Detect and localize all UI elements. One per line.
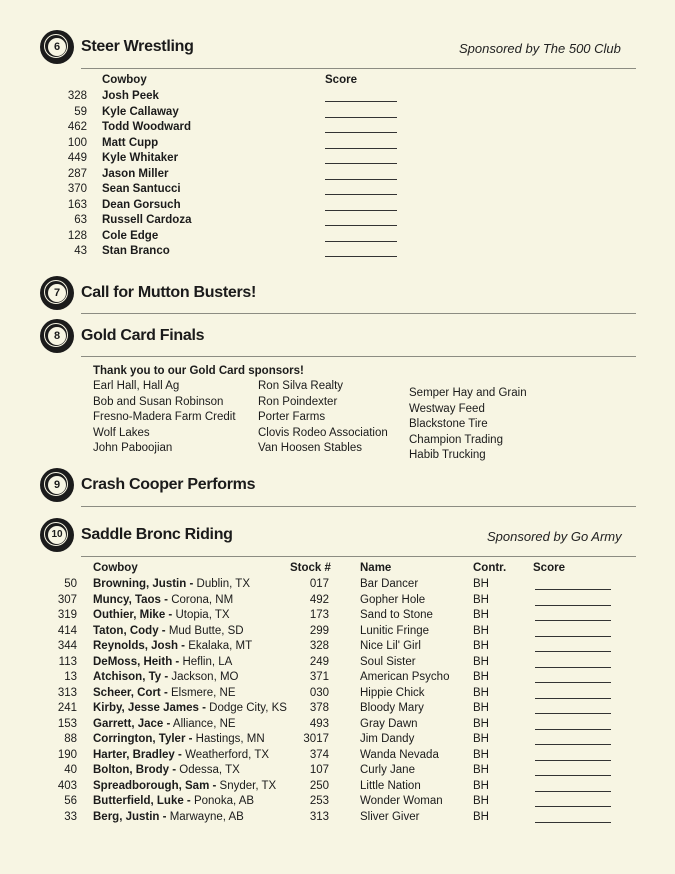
stock-number: 3017	[303, 733, 329, 745]
contestant-entry	[93, 624, 244, 640]
stock-number: 371	[309, 671, 329, 683]
contestant-name: Taton, Cody -	[93, 624, 166, 637]
sponsor-name: Ron Poindexter	[258, 395, 338, 408]
contractor: BH	[473, 733, 489, 745]
event-badge	[40, 276, 74, 310]
table-row	[0, 244, 675, 260]
sponsor-name: Clovis Rodeo Association	[258, 426, 388, 439]
stock-number: 250	[309, 779, 329, 792]
score-line	[325, 194, 397, 195]
table-row	[0, 763, 675, 779]
table-row	[0, 105, 675, 121]
score-line	[535, 713, 611, 714]
contestant-number: 163	[67, 198, 87, 211]
contractor: BH	[473, 810, 489, 823]
contestant-entry	[93, 810, 244, 826]
sponsor-name: Porter Farms	[258, 411, 326, 423]
contractor: BH	[473, 686, 489, 699]
contestant-name: Kirby, Jesse James -	[93, 702, 206, 714]
score-line	[535, 698, 611, 699]
contestant-hometown: Ponoka, AB	[193, 795, 255, 807]
contestant-hometown: Marwayne, AB	[169, 810, 244, 823]
contestant-hometown: Elsmere, NE	[170, 686, 236, 699]
score-line	[325, 148, 397, 149]
horse-name: Gopher Hole	[360, 593, 426, 606]
contestant-name: Muncy, Taos -	[93, 593, 168, 606]
contestant-number: 319	[57, 609, 77, 621]
contestant-entry	[93, 763, 240, 779]
score-line	[535, 806, 611, 807]
score-line	[325, 132, 397, 133]
score-line	[535, 775, 611, 776]
contestant-number: 462	[67, 121, 87, 133]
stock-number: 173	[309, 609, 329, 621]
contestant-name: Berg, Justin -	[93, 810, 167, 823]
contestant-number: 128	[67, 229, 87, 242]
score-line	[325, 117, 397, 118]
contestant-name: Browning, Justin -	[93, 578, 194, 590]
table-row	[0, 120, 675, 136]
stock-number: 299	[309, 624, 329, 637]
table-row	[0, 608, 675, 624]
table-row	[0, 213, 675, 229]
horse-name: Curly Jane	[360, 764, 415, 776]
contestant-entry	[93, 732, 265, 748]
score-line	[325, 163, 397, 164]
contestant-name: Outhier, Mike -	[93, 609, 173, 621]
sponsor-name: John Paboojian	[93, 442, 173, 454]
horse-name: Wonder Woman	[360, 795, 443, 807]
col-header-contractor: Contr.	[473, 562, 507, 574]
contestant-number: 370	[67, 183, 87, 195]
contestant-hometown: Hastings, MN	[195, 733, 265, 745]
score-line	[535, 620, 611, 621]
col-header-name: Name	[360, 562, 392, 574]
table-row	[0, 701, 675, 717]
contractor: BH	[473, 717, 489, 730]
contestant-name: Sean Santucci	[102, 183, 181, 195]
contestant-hometown: Dublin, TX	[196, 578, 250, 590]
contestant-hometown: Odessa, TX	[179, 764, 240, 776]
col-header-cowboy: Cowboy	[93, 562, 138, 574]
event-number: 6	[48, 38, 66, 56]
table-row	[0, 577, 675, 593]
table-row	[0, 167, 675, 183]
col-header-score: Score	[533, 562, 565, 574]
score-line	[535, 791, 611, 792]
divider	[81, 506, 636, 507]
contestant-number: 88	[64, 733, 77, 745]
table-row	[0, 89, 675, 105]
score-line	[535, 729, 611, 730]
contestant-entry	[93, 655, 232, 671]
contestant-name: Jason Miller	[102, 167, 169, 180]
sponsor-name: Wolf Lakes	[93, 426, 150, 439]
horse-name: Nice Lil' Girl	[360, 640, 421, 652]
event-number: 8	[48, 327, 66, 345]
contestant-number: 449	[67, 152, 87, 164]
table-row	[0, 794, 675, 810]
contractor: BH	[473, 640, 489, 652]
contestant-number: 13	[64, 671, 77, 683]
divider	[81, 68, 636, 69]
section-title: Crash Cooper Performs	[81, 476, 256, 493]
contestant-name: Atchison, Ty -	[93, 671, 169, 683]
contestant-number: 113	[58, 655, 77, 668]
contestant-hometown: Heflin, LA	[182, 655, 233, 668]
contestant-name: Reynolds, Josh -	[93, 640, 186, 652]
score-line	[325, 225, 397, 226]
contestant-name: Kyle Callaway	[102, 105, 179, 118]
score-line	[325, 101, 397, 102]
score-line	[325, 210, 397, 211]
gold-card-thanks: Thank you to our Gold Card sponsors!	[93, 365, 304, 377]
horse-name: Sliver Giver	[360, 810, 420, 823]
divider	[81, 313, 636, 314]
contestant-name: Garrett, Jace -	[93, 717, 171, 730]
horse-name: Soul Sister	[360, 655, 416, 668]
stock-number: 017	[309, 578, 329, 590]
table-row	[0, 624, 675, 640]
score-line	[535, 760, 611, 761]
contestant-hometown: Ekalaka, MT	[188, 640, 253, 652]
score-line	[535, 682, 611, 683]
contestant-number: 328	[67, 90, 87, 102]
table-row	[0, 670, 675, 686]
stock-number: 107	[309, 764, 329, 776]
contestant-number: 414	[57, 624, 77, 637]
table-row	[0, 717, 675, 733]
contestant-number: 403	[57, 779, 77, 792]
contestant-number: 313	[57, 686, 77, 699]
contestant-number: 344	[57, 640, 77, 652]
contestant-entry	[93, 717, 236, 733]
contestant-name: Corrington, Tyler -	[93, 733, 193, 745]
score-line	[535, 667, 611, 668]
divider	[81, 556, 636, 557]
contestant-hometown: Weatherford, TX	[185, 748, 270, 761]
table-row	[0, 655, 675, 671]
table-row	[0, 779, 675, 795]
contestant-name: Russell Cardoza	[102, 214, 192, 226]
contractor: BH	[473, 779, 489, 792]
contestant-hometown: Utopia, TX	[175, 609, 230, 621]
contestant-name: Stan Branco	[102, 245, 170, 257]
event-number: 7	[48, 284, 66, 302]
contestant-hometown: Jackson, MO	[171, 671, 239, 683]
score-line	[535, 744, 611, 745]
contestant-number: 190	[57, 748, 77, 761]
horse-name: Sand to Stone	[360, 609, 433, 621]
horse-name: Hippie Chick	[360, 686, 425, 699]
score-line	[325, 179, 397, 180]
contestant-hometown: Dodge City, KS	[209, 702, 287, 714]
contestant-number: 153	[57, 717, 77, 730]
col-header-cowboy: Cowboy	[102, 74, 147, 86]
event-badge	[40, 319, 74, 353]
score-line	[535, 636, 611, 637]
contractor: BH	[473, 795, 489, 807]
contestant-hometown: Corona, NM	[171, 593, 234, 606]
contestant-name: Cole Edge	[102, 229, 159, 242]
score-line	[535, 605, 611, 606]
score-line	[325, 241, 397, 242]
score-line	[535, 651, 611, 652]
score-line	[535, 589, 611, 590]
contestant-name: DeMoss, Heith -	[93, 655, 180, 668]
stock-number: 253	[309, 795, 329, 807]
contestant-name: Matt Cupp	[102, 136, 159, 149]
contestant-name: Bolton, Brody -	[93, 764, 177, 776]
contractor: BH	[473, 671, 489, 683]
stock-number: 313	[309, 810, 329, 823]
contestant-name: Scheer, Cort -	[93, 686, 168, 699]
event-badge	[40, 518, 74, 552]
stock-number: 492	[309, 593, 329, 606]
contestant-entry	[93, 593, 233, 609]
table-row	[0, 593, 675, 609]
section-title: Saddle Bronc Riding	[81, 526, 233, 543]
contestant-hometown: Snyder, TX	[219, 779, 277, 792]
contestant-name: Butterfield, Luke -	[93, 795, 191, 807]
contractor: BH	[473, 655, 489, 668]
sponsor-name: Fresno-Madera Farm Credit	[93, 411, 236, 423]
stock-number: 378	[309, 702, 329, 714]
contestant-name: Josh Peek	[102, 90, 159, 102]
table-row	[0, 198, 675, 214]
table-row	[0, 686, 675, 702]
horse-name: Bar Dancer	[360, 578, 419, 590]
contestant-entry	[93, 577, 250, 593]
contestant-number: 63	[74, 214, 87, 226]
contestant-entry	[93, 748, 269, 764]
horse-name: Lunitic Fringe	[360, 624, 430, 637]
sponsor-name: Habib Trucking	[409, 449, 486, 461]
contestant-name: Spreadborough, Sam -	[93, 779, 217, 792]
sponsor-name: Blackstone Tire	[409, 418, 488, 430]
divider	[81, 356, 636, 357]
table-row	[0, 229, 675, 245]
table-row	[0, 182, 675, 198]
contractor: BH	[473, 578, 489, 590]
contestant-entry	[93, 608, 230, 624]
contestant-entry	[93, 686, 236, 702]
score-line	[535, 822, 611, 823]
contestant-number: 100	[67, 136, 87, 149]
section-title: Call for Mutton Busters!	[81, 284, 257, 301]
sponsor-name: Ron Silva Realty	[258, 380, 344, 392]
event-badge	[40, 30, 74, 64]
contestant-name: Harter, Bradley -	[93, 748, 182, 761]
contestant-name: Dean Gorsuch	[102, 198, 181, 211]
stock-number: 030	[309, 686, 329, 699]
stock-number: 374	[309, 748, 329, 761]
contestant-entry	[93, 794, 254, 810]
contestant-entry	[93, 670, 239, 686]
contestant-entry	[93, 779, 276, 795]
section-sponsor: Sponsored by Go Army	[487, 529, 622, 544]
table-row	[0, 810, 675, 826]
stock-number: 249	[309, 655, 329, 668]
contractor: BH	[473, 609, 489, 621]
contestant-number: 43	[74, 245, 87, 257]
sponsor-name: Westway Feed	[409, 402, 485, 415]
table-row	[0, 748, 675, 764]
sponsor-name: Bob and Susan Robinson	[93, 395, 224, 408]
contestant-hometown: Mud Butte, SD	[168, 624, 244, 637]
contractor: BH	[473, 764, 489, 776]
contestant-number: 59	[74, 105, 87, 118]
table-row	[0, 639, 675, 655]
contractor: BH	[473, 593, 489, 606]
sponsor-name: Earl Hall, Hall Ag	[93, 380, 180, 392]
contestant-entry	[93, 639, 252, 655]
contractor: BH	[473, 702, 489, 714]
horse-name: Little Nation	[360, 779, 421, 792]
horse-name: American Psycho	[360, 671, 450, 683]
contractor: BH	[473, 624, 489, 637]
contestant-number: 307	[57, 593, 77, 606]
sponsor-name: Champion Trading	[409, 433, 503, 446]
event-number: 9	[48, 476, 66, 494]
stock-number: 328	[309, 640, 329, 652]
contestant-number: 287	[67, 167, 87, 180]
contestant-name: Todd Woodward	[102, 121, 192, 133]
horse-name: Bloody Mary	[360, 702, 424, 714]
contractor: BH	[473, 748, 489, 761]
contestant-number: 40	[64, 764, 77, 776]
col-header-stock: Stock #	[290, 562, 331, 574]
contestant-number: 50	[64, 578, 77, 590]
event-number: 10	[48, 526, 66, 544]
table-row	[0, 136, 675, 152]
contestant-entry	[93, 701, 287, 717]
contestant-name: Kyle Whitaker	[102, 152, 179, 164]
contestant-number: 56	[64, 795, 77, 807]
section-title: Steer Wrestling	[81, 38, 194, 55]
event-badge	[40, 468, 74, 502]
table-row	[0, 732, 675, 748]
contestant-number: 33	[64, 810, 77, 823]
section-title: Gold Card Finals	[81, 327, 205, 344]
horse-name: Wanda Nevada	[360, 748, 439, 761]
contestant-hometown: Alliance, NE	[172, 717, 236, 730]
score-line	[325, 256, 397, 257]
stock-number: 493	[309, 717, 329, 730]
table-row	[0, 151, 675, 167]
contestant-number: 241	[57, 702, 77, 714]
sponsor-name: Semper Hay and Grain	[409, 387, 527, 399]
section-sponsor: Sponsored by The 500 Club	[459, 41, 621, 56]
sponsor-name: Van Hoosen Stables	[258, 442, 362, 454]
col-header-score: Score	[325, 74, 357, 86]
horse-name: Gray Dawn	[360, 717, 418, 730]
horse-name: Jim Dandy	[360, 733, 415, 745]
